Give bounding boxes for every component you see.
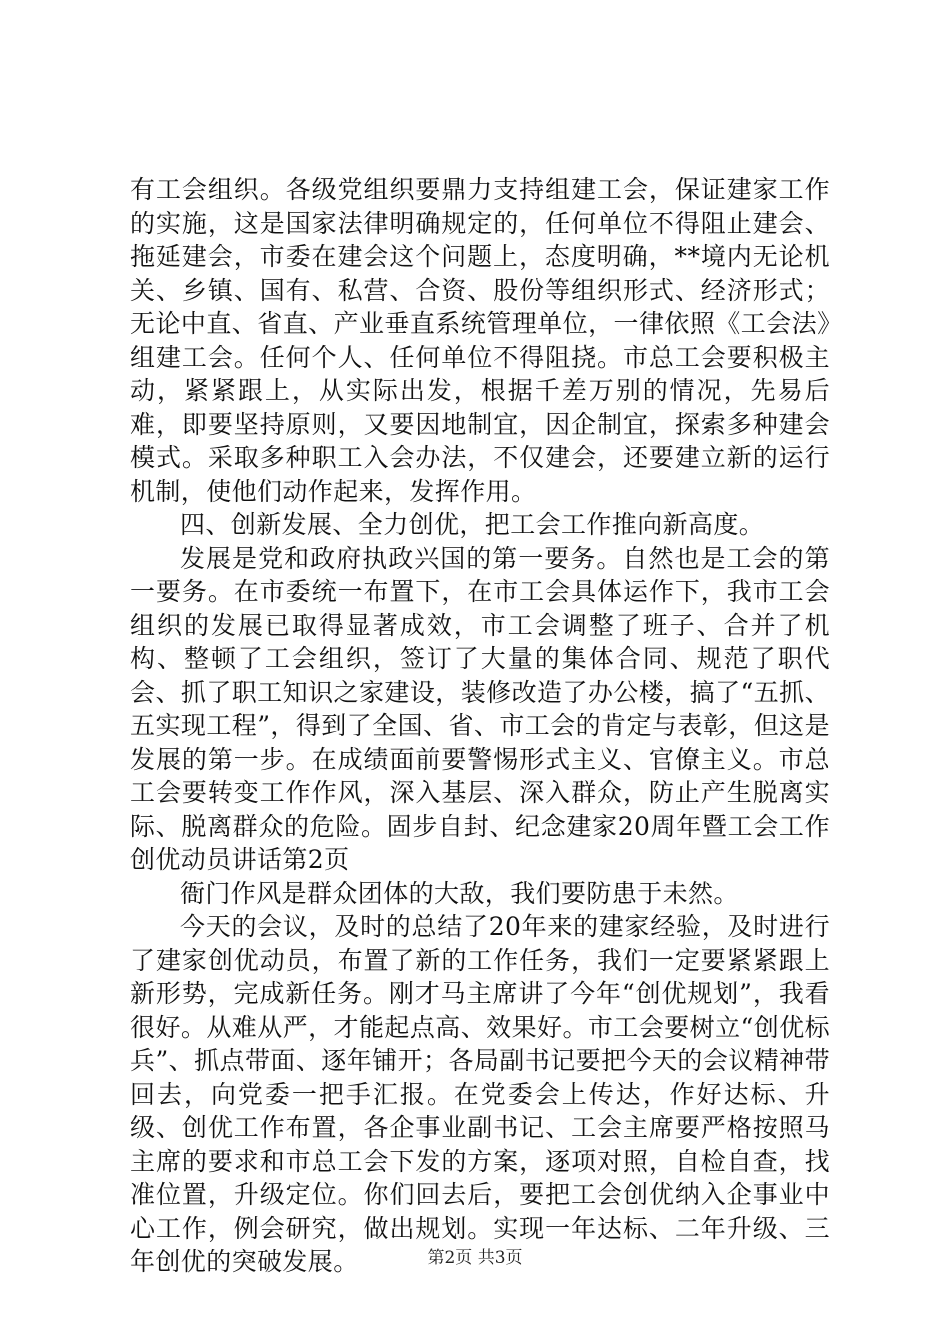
document-body bbox=[130, 173, 830, 1279]
paragraph-1: 有工会组织。各级党组织要鼎力支持组建工会，保证建家工作的实施，这是国家法律明确规定的，任何单位不得阻止建会、拖延建会，市委在建会这个问题上，态度明确，**境内无论机关、乡镇、国有、私营、合资、股份等组织形式、经济形式；无论中直、省直、产业垂直系统管理单位，一律依照《工会法》组建工会。任何个人、任何单位不得阻挠。市总工会要积极主动，紧紧跟上，从实际出发，根据千差万别的情况，先易后难，即要坚持原则，又要因地制宜，因企制宜，探索多种建会模式。采取多种职工入会办法，不仅建会，还要建立新的运行机制，使他们动作起来，发挥作用。 bbox=[130, 175, 830, 506]
page-footer: 第2页 共3页 bbox=[427, 1248, 523, 1268]
paragraph-4: 衙门作风是群众团体的大敌，我们要防患于未然。 bbox=[180, 878, 739, 908]
section-heading: 四、创新发展、全力创优，把工会工作推向新高度。 bbox=[180, 510, 765, 539]
paragraph-3: 发展是党和政府执政兴国的第一要务。自然也是工会的第一要务。在市委统一布置下，在市工会具体运作下，我市工会组织的发展已取得显著成效，市工会调整了班子、合并了机构、整顿了工会组织，签订了大量的集体合同、规范了职代会、抓了职工知识之家建设，装修改造了办公楼，搞了“五抓、五实现工程”，得到了全国、省、市工会的肯定与表彰，但这是发展的第一步。在成绩面前要警惕形式主义、官僚主义。市总工会要转变工作作风，深入基层、深入群众，防止产生脱离实际、脱离群众的危险。固步自封、纪念建家20周年暨工会工作创优动员讲话第2页 bbox=[130, 543, 830, 874]
paragraph-5: 今天的会议，及时的总结了20年来的建家经验，及时进行了建家创优动员，布置了新的工作任务，我们一定要紧紧跟上新形势，完成新任务。刚才马主席讲了今年“创优规划”，我看很好。从难从严，才能起点高、效果好。市工会要树立“创优标兵”、抓点带面、逐年铺开；各局副书记要把今天的会议精神带回去，向党委一把手汇报。在党委会上传达，作好达标、升级、创优工作布置，各企事业副书记、工会主席要严格按照马主席的要求和市总工会下发的方案，逐项对照，自检自查，找准位置，升级定位。你们回去后，要把工会创优纳入企事业中心工作，例会研究，做出规划。实现一年达标、二年升级、三年创优的突破发展。 bbox=[130, 912, 830, 1276]
